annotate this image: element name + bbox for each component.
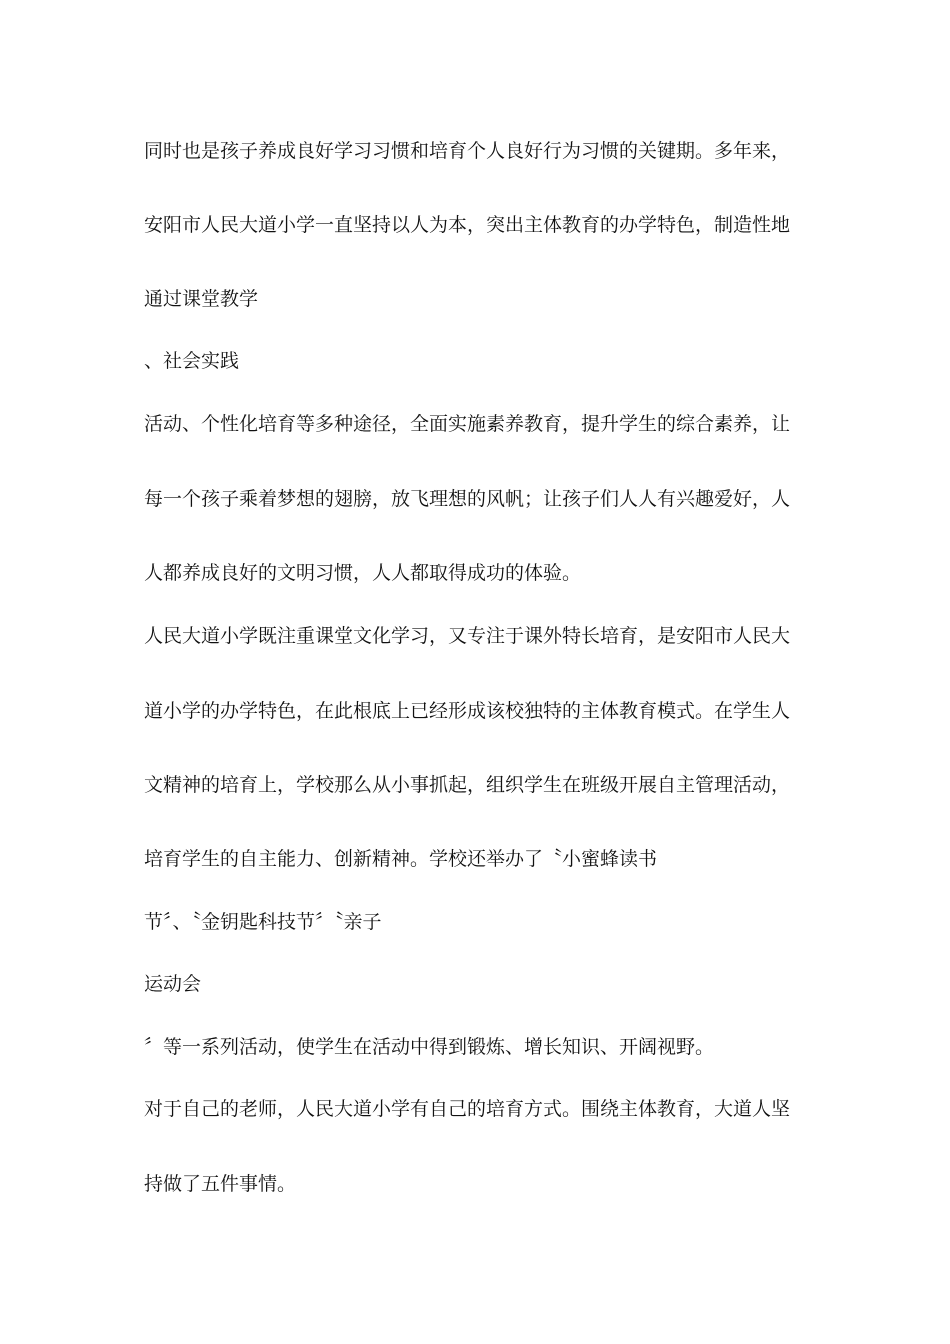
text-line: 文精神的培育上，学校那么从小事抓起，组织学生在班级开展自主管理活动， (144, 774, 791, 796)
text-line: 对于自己的老师，人民大道小学有自己的培育方式。围绕主体教育，大道人坚 (144, 1098, 791, 1120)
text-line: 活动、个性化培育等多种途径，全面实施素养教育，提升学生的综合素养，让 (144, 413, 791, 435)
text-line: 培育学生的自主能力、创新精神。学校还举办了〝小蜜蜂读书 (144, 848, 658, 870)
text-line: 每一个孩子乘着梦想的翅膀，放飞理想的风帆；让孩子们人人有兴趣爱好，人 (144, 488, 791, 510)
text-line: 持做了五件事情。 (144, 1173, 297, 1195)
text-line: 人民大道小学既注重课堂文化学习，又专注于课外特长培育，是安阳市人民大 (144, 625, 791, 647)
text-line: 安阳市人民大道小学一直坚持以人为本，突出主体教育的办学特色，制造性地 (144, 214, 791, 236)
text-line: 运动会 (144, 973, 202, 995)
text-line: 〞等一系列活动，使学生在活动中得到锻炼、增长知识、开阔视野。 (144, 1036, 715, 1058)
text-line: 道小学的办学特色，在此根底上已经形成该校独特的主体教育模式。在学生人 (144, 700, 791, 722)
text-line: 、社会实践 (144, 350, 240, 372)
text-line: 人都养成良好的文明习惯，人人都取得成功的体验。 (144, 562, 582, 584)
text-line: 节〞、〝金钥匙科技节〞〝亲子 (144, 911, 382, 933)
text-line: 通过课堂教学 (144, 288, 259, 310)
text-line: 同时也是孩子养成良好学习习惯和培育个人良好行为习惯的关键期。多年来， (144, 140, 791, 162)
